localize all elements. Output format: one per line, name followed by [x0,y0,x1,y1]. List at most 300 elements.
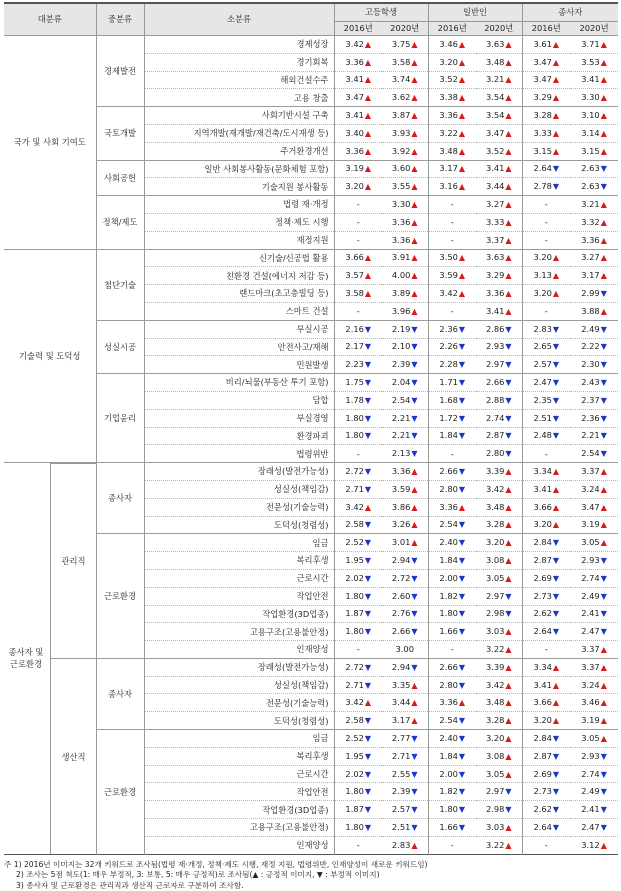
score-cell [476,71,522,89]
score-value: 2.72 [345,466,364,477]
sub-category-label: 고용구조(고용불안정) [144,819,334,837]
footnote: 3) 종사자 및 근로환경은 관리직과 생산직 근로자로 구분하여 조사함. [16,880,244,890]
score-cell [428,160,476,178]
triangle-up-icon: ▲ [600,146,607,156]
score-cell [428,765,476,783]
triangle-up-icon: ▲ [552,662,560,672]
triangle-down-icon: ▼ [364,360,372,370]
score-value: 3.60 [391,163,411,174]
score-cell [522,249,570,267]
triangle-up-icon: ▲ [505,573,512,583]
score-cell [382,36,428,54]
score-value: - [356,840,360,851]
triangle-up-icon: ▲ [600,520,607,530]
score-value: 1.68 [439,394,458,405]
score-value: 2.54 [439,715,458,726]
score-value: 2.28 [439,359,458,370]
triangle-down-icon: ▼ [552,431,560,441]
score-cell [428,409,476,427]
triangle-up-icon: ▲ [600,217,607,227]
triangle-down-icon: ▼ [552,591,560,601]
triangle-up-icon: ▲ [458,182,466,192]
score-value: 3.08 [485,750,505,761]
score-value: 3.88 [581,305,600,316]
score-value: 2.66 [485,377,505,388]
score-cell [476,36,522,54]
score-cell [476,463,522,481]
score-cell [382,783,428,801]
score-value: 3.12 [581,839,600,850]
score-cell [382,552,428,570]
triangle-up-icon: ▲ [364,111,372,121]
score-cell [334,445,382,463]
score-cell [476,480,522,498]
triangle-up-icon: ▲ [411,57,418,67]
triangle-down-icon: ▼ [458,662,466,672]
triangle-down-icon: ▼ [458,484,466,494]
score-cell [476,445,522,463]
sub-category-label: 기술지원 봉사활동 [144,178,334,196]
triangle-down-icon: ▼ [505,413,512,423]
score-cell [570,730,618,748]
score-value: 3.37 [581,466,600,477]
score-cell [382,53,428,71]
score-value: 3.92 [391,145,411,156]
score-value: 2.47 [533,377,552,388]
score-cell [334,676,382,694]
score-cell [334,765,382,783]
triangle-up-icon: ▲ [600,716,607,726]
score-cell [382,730,428,748]
score-cell [476,356,522,374]
score-value: 3.96 [391,305,411,316]
score-cell [522,534,570,552]
score-cell [522,107,570,125]
score-value: 3.42 [345,697,364,708]
score-value: 2.00 [439,768,458,779]
score-value: 3.08 [485,555,505,565]
score-cell [334,694,382,712]
score-cell [476,658,522,676]
score-cell [570,676,618,694]
score-cell [334,427,382,445]
header-year: 2020년 [382,22,428,36]
score-cell [428,641,476,659]
score-value: 2.83 [391,839,411,850]
triangle-down-icon: ▼ [364,342,372,352]
score-value: 3.59 [391,483,411,494]
triangle-down-icon: ▼ [600,182,607,192]
score-value: 3.05 [581,732,600,743]
score-cell [334,302,382,320]
score-cell [570,320,618,338]
score-cell [522,391,570,409]
score-value: 2.63 [581,181,600,192]
score-value: 3.87 [391,110,411,121]
score-value: 3.21 [485,74,505,85]
score-value: 3.47 [485,127,505,138]
score-value: 3.37 [581,661,600,672]
score-cell [428,747,476,765]
score-cell [476,409,522,427]
score-value: 3.48 [485,56,505,67]
triangle-down-icon: ▼ [364,520,372,530]
table-row [4,730,618,748]
header-sub: 소분류 [144,3,334,36]
score-cell [570,534,618,552]
triangle-down-icon: ▼ [600,431,607,441]
triangle-up-icon: ▲ [552,680,560,690]
sub-category-label: 일반 사회봉사활동(문화체험 포함) [144,160,334,178]
triangle-down-icon: ▼ [364,467,372,477]
score-cell [522,142,570,160]
score-value: 3.36 [391,234,411,245]
triangle-down-icon: ▼ [458,556,466,565]
score-value: 2.04 [391,377,411,388]
score-value: - [356,448,360,459]
score-cell [428,71,476,89]
score-cell [428,374,476,392]
score-value: 2.98 [485,608,505,619]
sub-category-label: 작업안전 [144,783,334,801]
score-cell [334,231,382,249]
score-cell [382,569,428,587]
score-cell [382,587,428,605]
score-value: 3.46 [581,697,600,708]
score-cell [570,391,618,409]
score-value: 2.54 [391,394,411,405]
score-cell [382,676,428,694]
score-cell [522,623,570,641]
triangle-up-icon: ▲ [411,39,418,49]
score-value: 3.36 [345,56,364,67]
score-cell [522,445,570,463]
score-cell [382,409,428,427]
score-value: 3.42 [345,501,364,512]
score-value: 2.88 [485,394,505,405]
score-cell [428,427,476,445]
score-value: 3.47 [533,74,552,85]
score-cell [428,267,476,285]
score-value: 3.66 [345,252,364,263]
score-cell [522,730,570,748]
triangle-down-icon: ▼ [552,751,560,761]
triangle-down-icon: ▼ [411,627,418,637]
triangle-down-icon: ▼ [364,662,372,672]
score-cell [570,231,618,249]
score-cell [570,142,618,160]
triangle-up-icon: ▲ [505,111,512,121]
score-cell [382,374,428,392]
triangle-up-icon: ▲ [364,57,372,67]
triangle-up-icon: ▲ [505,271,512,281]
score-cell [522,463,570,481]
score-cell [382,641,428,659]
score-cell [382,267,428,285]
score-value: 3.20 [345,181,364,192]
score-value: 3.47 [345,92,364,103]
score-value: 2.35 [533,394,552,405]
score-value: 3.36 [485,288,505,299]
mid-category: 국토개발 [96,107,144,160]
score-value: 3.66 [533,697,552,708]
score-value: 2.69 [533,572,552,583]
score-cell [382,480,428,498]
score-cell [570,712,618,730]
score-value: 3.26 [391,519,411,530]
score-value: 1.80 [345,430,364,441]
triangle-down-icon: ▼ [505,342,512,352]
triangle-down-icon: ▼ [458,591,466,601]
triangle-down-icon: ▼ [552,360,560,370]
score-cell [428,623,476,641]
score-value: 3.41 [485,163,505,174]
triangle-up-icon: ▲ [600,698,607,708]
triangle-up-icon: ▲ [552,484,560,494]
score-value: 2.58 [345,715,364,726]
score-value: 3.33 [485,216,505,227]
score-value: 2.21 [391,412,411,423]
score-cell [570,356,618,374]
score-cell [428,605,476,623]
score-value: 2.66 [439,466,458,477]
triangle-down-icon: ▼ [364,431,372,441]
score-value: 3.41 [581,74,600,85]
sub-group: 생산직 [50,658,96,854]
mid-category: 근로환경 [96,730,144,855]
triangle-down-icon: ▼ [505,378,512,388]
triangle-down-icon: ▼ [552,164,560,174]
triangle-up-icon: ▲ [411,484,418,494]
triangle-down-icon: ▼ [552,378,560,388]
score-cell [476,552,522,570]
score-value: 2.57 [391,804,411,815]
triangle-up-icon: ▲ [364,502,372,512]
triangle-down-icon: ▼ [411,573,418,583]
sub-category-label: 비리/뇌물(부동산 투기 포함) [144,374,334,392]
score-value: 2.55 [391,768,411,779]
sub-category-label: 복리후생 [144,552,334,570]
score-value: 3.30 [581,92,600,103]
score-value: 2.72 [391,572,411,583]
triangle-up-icon: ▲ [505,146,512,156]
score-cell [334,623,382,641]
triangle-down-icon: ▼ [505,449,512,459]
triangle-down-icon: ▼ [411,822,418,832]
score-cell [382,836,428,854]
score-cell [382,249,428,267]
score-value: 3.24 [581,483,600,494]
triangle-down-icon: ▼ [600,573,607,583]
sub-category-label: 전문성(기술능력) [144,498,334,516]
sub-category-label: 지역개발(재개발/재건축/도시재생 등) [144,124,334,142]
sub-category-label: 인재양성 [144,641,334,659]
score-cell [382,107,428,125]
triangle-up-icon: ▲ [600,271,607,281]
score-cell [382,463,428,481]
score-value: 3.91 [391,252,411,263]
score-cell [476,196,522,214]
score-value: - [450,448,454,459]
sub-category-label: 고용 창출 [144,89,334,107]
score-value: 3.20 [533,519,552,530]
triangle-up-icon: ▲ [552,698,560,708]
header-year: 2016년 [428,22,476,36]
score-value: 3.75 [391,38,411,49]
score-value: 3.38 [439,92,458,103]
score-value: 2.71 [345,679,364,690]
score-cell [522,124,570,142]
mid-category: 사회공헌 [96,160,144,196]
triangle-down-icon: ▼ [600,164,607,174]
sub-category-label: 근로시간 [144,569,334,587]
sub-category-label: 부실시공 [144,320,334,338]
mid-category: 경제발전 [96,36,144,107]
header-year: 2020년 [476,22,522,36]
triangle-up-icon: ▲ [458,111,466,121]
score-value: 1.84 [439,555,458,565]
triangle-down-icon: ▼ [458,769,466,779]
score-value: 1.87 [345,804,364,815]
major-category: 국가 및 사회 기여도 [4,36,96,250]
triangle-up-icon: ▲ [552,271,560,281]
score-cell [522,89,570,107]
triangle-up-icon: ▲ [600,502,607,512]
score-cell [570,36,618,54]
triangle-down-icon: ▼ [458,538,466,548]
score-value: 3.42 [345,38,364,49]
triangle-up-icon: ▲ [600,128,607,138]
score-value: 2.30 [581,359,600,370]
score-value: 2.71 [391,750,411,761]
score-cell [522,676,570,694]
score-cell [382,819,428,837]
score-value: 3.48 [439,145,458,156]
score-value: 3.59 [439,270,458,281]
score-cell [522,427,570,445]
triangle-up-icon: ▲ [458,75,466,85]
triangle-up-icon: ▲ [505,538,512,548]
triangle-up-icon: ▲ [552,39,560,49]
score-cell [428,534,476,552]
triangle-up-icon: ▲ [411,217,418,227]
score-value: 2.94 [391,661,411,672]
triangle-down-icon: ▼ [364,556,372,565]
sub-category-label: 환경파괴 [144,427,334,445]
triangle-down-icon: ▼ [458,680,466,690]
triangle-down-icon: ▼ [600,751,607,761]
triangle-up-icon: ▲ [505,93,512,103]
score-cell [428,391,476,409]
triangle-down-icon: ▼ [364,395,372,405]
score-value: 2.97 [485,590,505,601]
score-value: 3.30 [391,199,411,210]
score-cell [476,267,522,285]
triangle-up-icon: ▲ [505,840,512,850]
triangle-up-icon: ▲ [505,235,512,245]
sub-category-label: 전문성(기술능력) [144,694,334,712]
triangle-up-icon: ▲ [411,93,418,103]
score-value: 3.28 [485,519,505,530]
triangle-up-icon: ▲ [600,235,607,245]
triangle-up-icon: ▲ [458,93,466,103]
triangle-up-icon: ▲ [411,289,418,299]
score-cell [428,836,476,854]
score-cell [382,89,428,107]
score-value: 2.87 [533,555,552,565]
triangle-up-icon: ▲ [505,128,512,138]
triangle-up-icon: ▲ [505,306,512,316]
sub-category-label: 주거환경개선 [144,142,334,160]
score-value: 1.80 [439,804,458,815]
triangle-down-icon: ▼ [364,716,372,726]
triangle-down-icon: ▼ [364,627,372,637]
score-value: 2.64 [533,821,552,832]
score-cell [476,427,522,445]
score-value: 4.00 [391,270,411,281]
score-cell [522,783,570,801]
score-value: - [544,235,548,246]
score-cell [382,302,428,320]
triangle-down-icon: ▼ [458,573,466,583]
score-value: 1.95 [345,555,364,565]
header-year: 2016년 [334,22,382,36]
triangle-down-icon: ▼ [411,360,418,370]
score-value: 3.54 [485,110,505,121]
score-value: 2.52 [345,732,364,743]
score-value: 2.00 [439,572,458,583]
score-value: 3.58 [391,56,411,67]
score-value: 2.97 [485,786,505,797]
sub-category-label: 정책·제도 시행 [144,213,334,231]
score-cell [522,587,570,605]
triangle-up-icon: ▲ [505,627,512,637]
score-value: 2.72 [345,661,364,672]
score-value: 2.76 [391,608,411,619]
score-cell [334,142,382,160]
score-cell [522,658,570,676]
triangle-up-icon: ▲ [411,520,418,530]
triangle-up-icon: ▲ [411,200,418,210]
triangle-up-icon: ▲ [411,840,418,850]
score-cell [476,374,522,392]
triangle-up-icon: ▲ [505,39,512,49]
score-cell [476,498,522,516]
score-cell [428,569,476,587]
score-value: 2.26 [439,341,458,352]
score-cell [476,338,522,356]
triangle-up-icon: ▲ [458,271,466,281]
score-cell [334,338,382,356]
triangle-down-icon: ▼ [505,395,512,405]
score-value: - [356,306,360,317]
sub-category-label: 경기회복 [144,53,334,71]
score-cell [334,178,382,196]
triangle-up-icon: ▲ [458,253,466,263]
triangle-down-icon: ▼ [411,805,418,815]
score-cell [570,694,618,712]
triangle-down-icon: ▼ [364,324,372,334]
score-cell [428,819,476,837]
score-value: 2.47 [581,821,600,832]
score-cell [382,658,428,676]
triangle-up-icon: ▲ [458,57,466,67]
score-value: 3.27 [485,199,505,210]
triangle-down-icon: ▼ [411,378,418,388]
score-cell [382,747,428,765]
header-group-workers: 종사자 [522,3,618,22]
triangle-down-icon: ▼ [458,324,466,334]
